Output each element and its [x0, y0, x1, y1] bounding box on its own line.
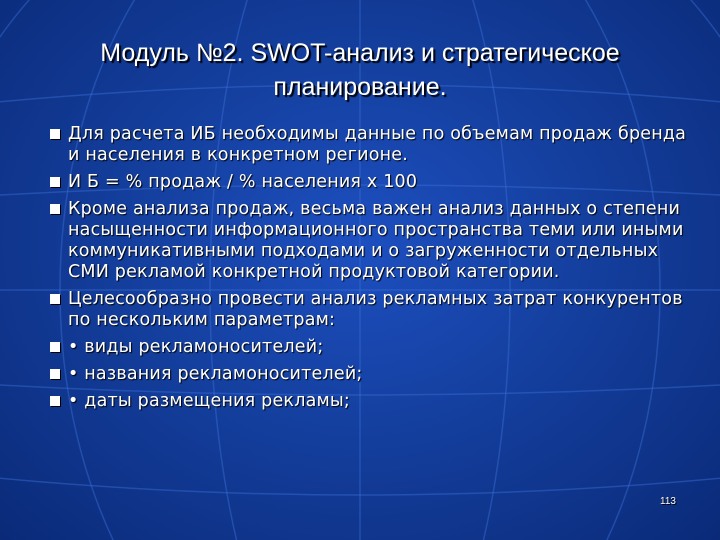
- bullet-text: • названия рекламоносителей;: [68, 364, 363, 384]
- bullet-item: [50, 124, 690, 166]
- square-bullet-icon: [50, 396, 60, 406]
- bullet-item: [50, 172, 690, 193]
- bullet-text: • даты размещения рекламы;: [68, 391, 351, 411]
- bullet-item: [50, 199, 690, 283]
- slide-title: [40, 36, 680, 104]
- title-line-1: Модуль №2. SWOT-анализ и стратегическое: [100, 39, 620, 67]
- bullet-text: Для расчета ИБ необходимы данные по объемам продаж бренда и населения в конкретном регионе.: [68, 124, 687, 165]
- square-bullet-icon: [50, 342, 60, 352]
- bullet-item: [50, 391, 690, 412]
- page-number: 113: [660, 496, 676, 507]
- bullet-list: [50, 124, 690, 418]
- bullet-text: • виды рекламоносителей;: [68, 337, 324, 357]
- bullet-item: [50, 289, 690, 331]
- square-bullet-icon: [50, 177, 60, 187]
- bullet-text: Кроме анализа продаж, весьма важен анализ данных о степени насыщенности информационного пространства теми или иными коммуникативными подходами и о загруженности отдельных СМИ рекламой конкретной продуктовой категории.: [68, 199, 684, 282]
- square-bullet-icon: [50, 294, 60, 304]
- square-bullet-icon: [50, 204, 60, 214]
- title-line-2: планирование.: [273, 73, 447, 101]
- bullet-text: И Б = % продаж / % населения х 100: [68, 172, 418, 192]
- bullet-text: Целесообразно провести анализ рекламных затрат конкурентов по нескольким параметрам:: [68, 289, 683, 330]
- square-bullet-icon: [50, 369, 60, 379]
- square-bullet-icon: [50, 129, 60, 139]
- bullet-item: [50, 364, 690, 385]
- bullet-item: [50, 337, 690, 358]
